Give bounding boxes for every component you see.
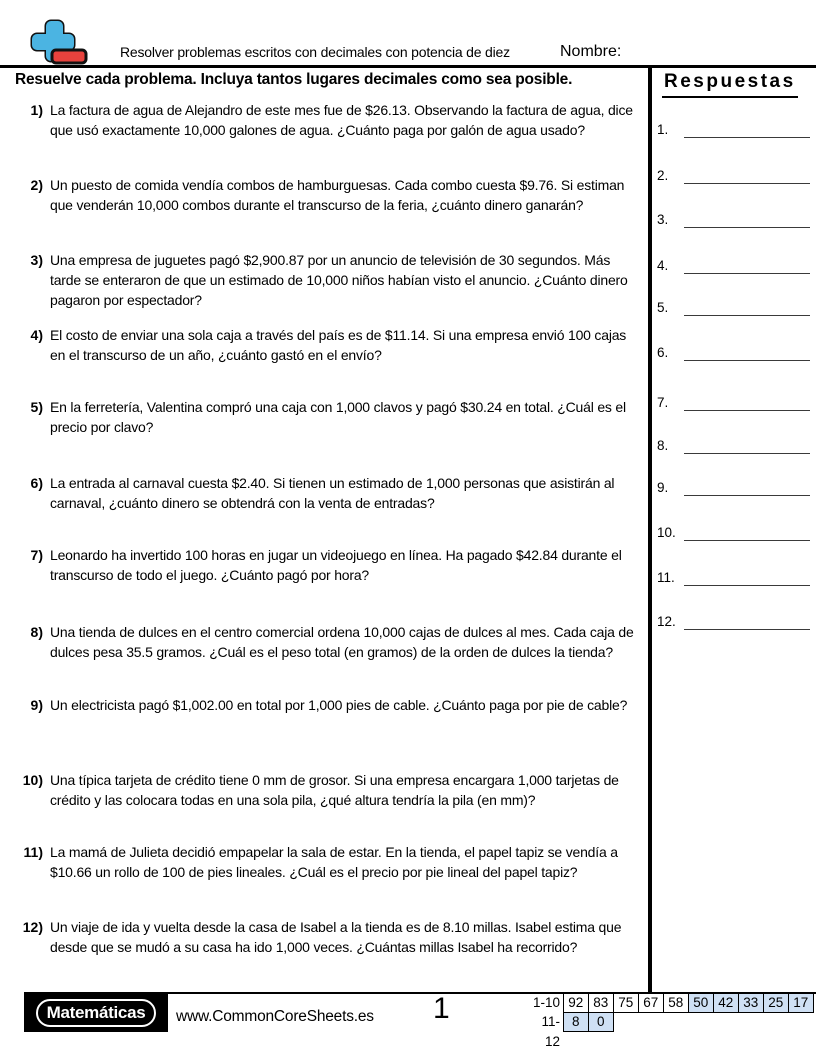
- answer-slot: [657, 519, 810, 541]
- problem-item: [0, 397, 646, 437]
- answer-number: 6.: [657, 345, 669, 360]
- score-cell: 17: [788, 993, 815, 1013]
- answer-blank-line[interactable]: [684, 294, 810, 316]
- answer-number: 5.: [657, 300, 669, 315]
- problem-text: La entrada al carnaval cuesta $2.40. Si tienen un estimado de 1,000 personas que asistirán al carnaval, ¿cuánto dinero se obtendrá con la venta de entradas?: [50, 475, 615, 511]
- answer-slot: [657, 474, 810, 496]
- answer-blank-line[interactable]: [684, 608, 810, 630]
- answers-header: Respuestas: [662, 71, 798, 98]
- answer-number: 9.: [657, 480, 669, 495]
- answer-slot: [657, 339, 810, 361]
- problem-item: [0, 770, 646, 810]
- score-cell: 8: [563, 1012, 590, 1032]
- problem-item: [0, 622, 646, 662]
- answer-number: 12.: [657, 614, 676, 629]
- math-plus-minus-logo-icon: [22, 17, 88, 70]
- problem-item: [0, 100, 646, 140]
- problem-item: [0, 695, 646, 715]
- header-divider: [0, 65, 816, 68]
- problem-number: 12): [22, 919, 43, 935]
- answer-slot: [657, 608, 810, 630]
- problem-item: [0, 473, 646, 513]
- answer-slot: [657, 116, 810, 138]
- answer-slot: [657, 252, 810, 274]
- answer-blank-line[interactable]: [684, 519, 810, 541]
- score-cell: 33: [738, 993, 765, 1013]
- answer-blank-line[interactable]: [684, 206, 810, 228]
- problem-number: 9): [30, 697, 43, 713]
- problem-item: [0, 175, 646, 215]
- answer-blank-line[interactable]: [684, 564, 810, 586]
- answer-number: 8.: [657, 438, 669, 453]
- brand-badge: [24, 994, 168, 1032]
- answer-blank-line[interactable]: [684, 252, 810, 274]
- score-cell: 50: [688, 993, 715, 1013]
- answer-number: 3.: [657, 212, 669, 227]
- problem-text: La factura de agua de Alejandro de este mes fue de $26.13. Observando la factura de agua, dice que usó exactamente 10,000 galones de agua. ¿Cuánto paga por galón de agua usado?: [50, 102, 633, 138]
- score-row: [530, 1012, 814, 1049]
- problem-number: 5): [30, 399, 43, 415]
- score-range-label: 1-10: [532, 995, 560, 1010]
- answer-blank-line[interactable]: [684, 474, 810, 496]
- problem-item: [0, 917, 646, 957]
- problem-number: 2): [30, 177, 43, 193]
- problem-number: 6): [30, 475, 43, 491]
- problem-text: La mamá de Julieta decidió empapelar la sala de estar. En la tienda, el papel tapiz se vendía a $10.66 un rollo de 100 de pies lineales. ¿Cuál es el precio por pie lineal del papel tapiz?: [50, 844, 618, 880]
- answer-blank-line[interactable]: [684, 116, 810, 138]
- answer-slot: [657, 389, 810, 411]
- answer-slot: [657, 206, 810, 228]
- problem-item: [0, 545, 646, 585]
- answer-number: 10.: [657, 525, 676, 540]
- answer-number: 1.: [657, 122, 669, 137]
- problem-text: Un viaje de ida y vuelta desde la casa de Isabel a la tienda es de 8.10 millas. Isabel estima que desde que se mudó a su casa ha ido 1,000 veces. ¿Cuántas millas Isabel ha recorrido?: [50, 919, 622, 955]
- answer-blank-line[interactable]: [684, 162, 810, 184]
- problem-text: Un puesto de comida vendía combos de hamburguesas. Cada combo cuesta $9.76. Si estiman que venderán 10,000 combos durante el transcurso de la feria, ¿cuánto dinero ganarán?: [50, 177, 625, 213]
- answer-slot: [657, 162, 810, 184]
- answer-slot: [657, 564, 810, 586]
- answer-number: 11.: [657, 570, 675, 585]
- problem-item: [0, 250, 646, 310]
- problem-text: El costo de enviar una sola caja a través del país es de $11.14. Si una empresa envió 100 cajas en el transcurso de un año, ¿cuánto gastó en el envío?: [50, 327, 627, 363]
- problem-item: [0, 325, 646, 365]
- score-cell: 67: [638, 993, 665, 1013]
- page-number: 1: [433, 992, 450, 1025]
- answer-number: 7.: [657, 395, 669, 410]
- answer-slot: [657, 294, 810, 316]
- score-cell: 58: [663, 993, 690, 1013]
- problem-number: 4): [30, 327, 43, 343]
- problem-text: Una tienda de dulces en el centro comercial ordena 10,000 cajas de dulces al mes. Cada caja de dulces pesa 35.5 gramos. ¿Cuál es el peso total (en gramos) de la orden de dulces la tienda?: [50, 624, 634, 660]
- problem-number: 11): [23, 844, 43, 860]
- answer-number: 4.: [657, 258, 669, 273]
- score-cell: 0: [588, 1012, 615, 1032]
- problem-number: 1): [30, 102, 43, 118]
- problem-text: Leonardo ha invertido 100 horas en jugar un videojuego en línea. Ha pagado $42.84 durante el transcurso de todo el juego. ¿Cuánto pagó por hora?: [50, 547, 622, 583]
- brand-label: Matemáticas: [36, 999, 157, 1027]
- answer-slot: [657, 432, 810, 454]
- score-cell: 42: [713, 993, 740, 1013]
- instructions-text: Resuelve cada problema. Incluya tantos lugares decimales como sea posible.: [15, 71, 573, 88]
- problem-text: En la ferretería, Valentina compró una caja con 1,000 clavos y pagó $30.24 en total. ¿Cuál es el precio por clavo?: [50, 399, 626, 435]
- answer-blank-line[interactable]: [684, 339, 810, 361]
- answers-divider: [648, 65, 652, 993]
- problem-text: Una típica tarjeta de crédito tiene 0 mm de grosor. Si una empresa encargara 1,000 tarjetas de crédito y las colocara todas en una sola pila, ¿qué altura tendría la pila (en mm)?: [50, 772, 619, 808]
- problem-text: Un electricista pagó $1,002.00 en total por 1,000 pies de cable. ¿Cuánto paga por pie de cable?: [50, 697, 628, 713]
- problem-item: [0, 842, 646, 882]
- answer-blank-line[interactable]: [684, 432, 810, 454]
- problem-number: 10): [22, 772, 43, 788]
- answer-number: 2.: [657, 168, 669, 183]
- score-cell: 75: [613, 993, 640, 1013]
- score-table: [530, 993, 814, 1049]
- score-cell: 25: [763, 993, 790, 1013]
- problem-number: 8): [30, 624, 43, 640]
- name-label: Nombre:: [560, 43, 622, 60]
- answer-blank-line[interactable]: [684, 389, 810, 411]
- website-text: www.CommonCoreSheets.es: [176, 1008, 374, 1025]
- problem-number: 3): [30, 252, 43, 268]
- problem-number: 7): [30, 547, 43, 563]
- score-cell: 83: [588, 993, 615, 1013]
- score-range-label: 11-12: [541, 1013, 560, 1049]
- score-cell: 92: [563, 993, 590, 1013]
- problem-text: Una empresa de juguetes pagó $2,900.87 por un anuncio de televisión de 30 segundos. Más tarde se enteraron de que un estimado de 10,000 niños habían visto el anuncio. ¿Cuánto dinero pagaron por espectador?: [50, 252, 628, 308]
- worksheet-title: Resolver problemas escritos con decimales con potencia de diez: [120, 44, 510, 60]
- score-row: [530, 993, 814, 1013]
